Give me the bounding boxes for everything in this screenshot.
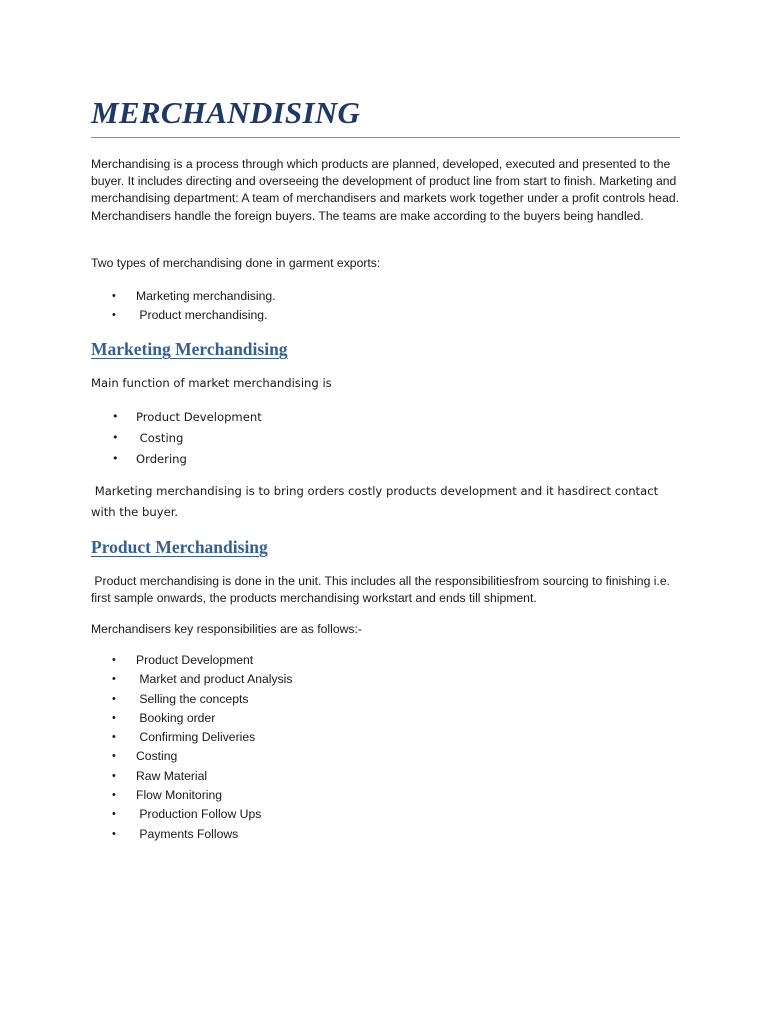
- bullet-icon: •: [112, 750, 116, 763]
- page-title: MERCHANDISING: [91, 95, 361, 130]
- list-item: [112, 825, 293, 844]
- list-item: [112, 670, 293, 689]
- title-underline-rule: [91, 137, 680, 138]
- bullet-icon: •: [112, 290, 116, 302]
- list-item-text: Payments Follows: [136, 826, 239, 841]
- bullet-icon: •: [112, 711, 116, 724]
- bullet-icon: •: [112, 654, 116, 666]
- product-summary: Product merchandising is done in the unit. This includes all the responsibilitiesfrom sourcing to finishing i.e. first sample onwards, the products merchandising workstart and ends till shipment.: [91, 574, 674, 606]
- list-item: [112, 449, 262, 470]
- responsibilities-intro: Merchandisers key responsibilities are as follows:-: [91, 622, 362, 636]
- bullet-icon: •: [112, 808, 116, 821]
- list-item-text: Production Follow Ups: [136, 807, 262, 822]
- list-item-text: Product Development: [136, 410, 262, 424]
- list-item-text: Product Development: [136, 653, 254, 667]
- bullet-icon: •: [112, 769, 116, 782]
- list-item-text: Costing: [136, 430, 184, 445]
- list-item-text: Ordering: [136, 451, 187, 466]
- responsibilities-list: [112, 651, 293, 844]
- list-item: [112, 651, 293, 670]
- list-item: [112, 306, 276, 325]
- bullet-icon: •: [112, 410, 119, 423]
- bullet-icon: •: [112, 789, 116, 802]
- list-item-text: Market and product Analysis: [136, 672, 293, 687]
- bullet-icon: •: [112, 451, 119, 465]
- marketing-summary: Marketing merchandising is to bring orders costly products development and it hasdirect contact with the buyer.: [91, 484, 662, 519]
- list-item-text: Raw Material: [136, 768, 208, 783]
- list-item-text: Booking order: [136, 710, 216, 725]
- list-item: [112, 767, 293, 786]
- list-item-text: Costing: [136, 749, 178, 764]
- list-item: [112, 428, 262, 449]
- list-item: [112, 786, 293, 805]
- list-item: [112, 805, 293, 824]
- marketing-functions-list: [112, 407, 262, 469]
- list-item: [112, 690, 293, 709]
- types-list: [112, 287, 276, 326]
- list-item: [112, 287, 276, 306]
- list-item: [112, 407, 262, 428]
- list-item: [112, 709, 293, 728]
- bullet-icon: •: [112, 430, 119, 444]
- bullet-icon: •: [112, 309, 116, 322]
- list-item: [112, 747, 293, 766]
- marketing-heading: Marketing Merchandising: [91, 339, 288, 359]
- list-item-text: Product merchandising.: [136, 308, 268, 323]
- product-heading: Product Merchandising: [91, 537, 268, 557]
- bullet-icon: •: [112, 673, 116, 686]
- list-item: [112, 728, 293, 747]
- types-intro: Two types of merchandising done in garment exports:: [91, 256, 381, 270]
- intro-paragraph: Merchandising is a process through which products are planned, developed, executed and presented to the buyer. It includes directing and overseeing the development of product line from start to finish. Marketing and merchandising department: A team of merchandisers and markets work together under a profit controls head. Merchandisers handle the foreign buyers. The teams are make according to the buyers being handled.: [91, 157, 680, 223]
- bullet-icon: •: [112, 827, 116, 840]
- marketing-function-intro: Main function of market merchandising is: [91, 376, 332, 390]
- list-item-text: Marketing merchandising.: [136, 289, 276, 303]
- list-item-text: Flow Monitoring: [136, 788, 223, 803]
- list-item-text: Selling the concepts: [136, 691, 249, 706]
- bullet-icon: •: [112, 692, 116, 705]
- bullet-icon: •: [112, 731, 116, 744]
- list-item-text: Confirming Deliveries: [136, 730, 256, 745]
